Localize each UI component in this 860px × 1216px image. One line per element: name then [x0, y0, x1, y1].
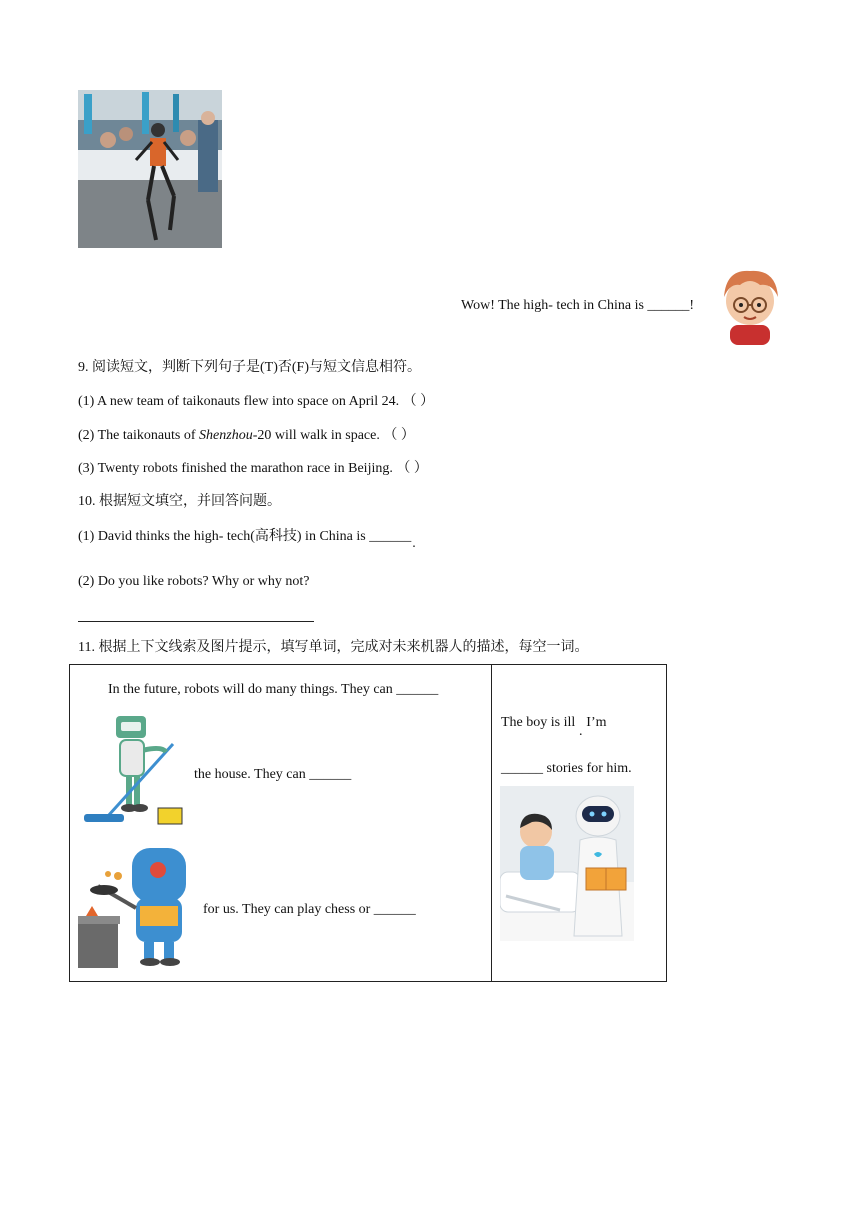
answer-line: [78, 621, 314, 622]
q11-right-line-2: ______ stories for him.: [501, 761, 632, 776]
q10-item-1: (1) David thinks the high- tech(高科技) in China is ______.: [78, 529, 416, 551]
cleaning-robot-image: [78, 712, 188, 830]
q9-item-1: (1) A new team of taikonauts flew into space on April 24. （ ）: [78, 394, 435, 409]
q11-left-line-2: the house. They can ______: [194, 767, 352, 782]
q10-title: 10. 根据短文填空，并回答问题。: [78, 494, 281, 509]
cooking-robot-image: [78, 846, 196, 968]
q11-right-line-1: The boy is ill.I’m: [501, 715, 607, 739]
table-divider: [491, 664, 492, 982]
q11-left-line-1: In the future, robots will do many things. They can ______: [108, 682, 439, 697]
reading-robot-image: [500, 786, 634, 941]
q11-left-line-3: for us. They can play chess or ______: [203, 902, 416, 917]
q11-title: 11. 根据上下文线索及图片提示，填写单词，完成对未来机器人的描述，每空一词。: [78, 640, 589, 655]
q9-title: 9. 阅读短文，判断下列句子是(T)否(F)与短文信息相符。: [78, 360, 421, 375]
q9-item-2: (2) The taikonauts of Shenzhou-20 will walk in space. （ ）: [78, 428, 415, 443]
cartoon-boy-avatar: [716, 263, 784, 345]
q9-item-3: (3) Twenty robots finished the marathon race in Beijing. （ ）: [78, 461, 428, 476]
wow-sentence: Wow! The high- tech in China is ______!: [461, 298, 695, 313]
marathon-robot-photo: [78, 90, 222, 248]
q10-item-2: (2) Do you like robots? Why or why not?: [78, 574, 310, 589]
